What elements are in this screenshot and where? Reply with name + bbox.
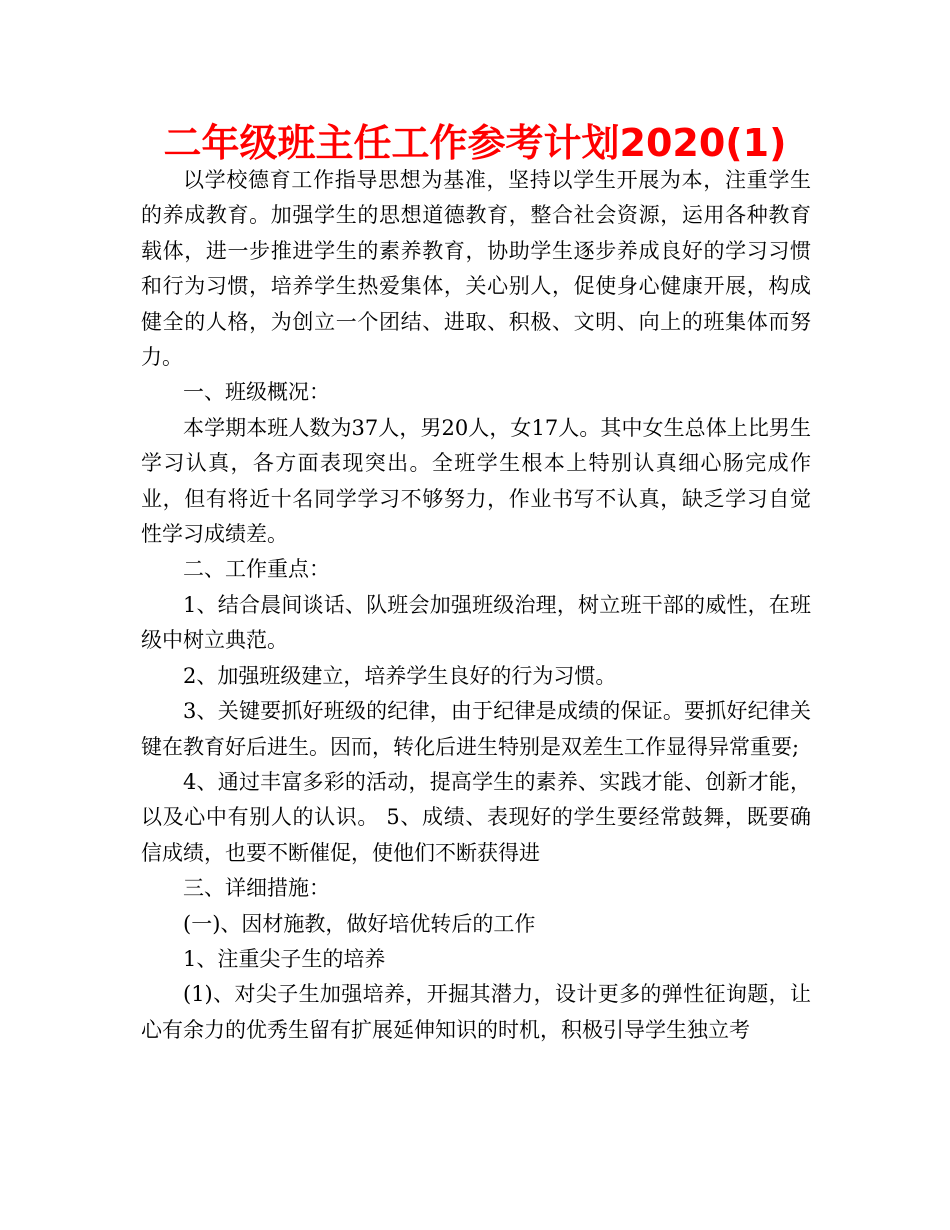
intro-paragraph: 以学校德育工作指导思想为基准，坚持以学生开展为本，注重学生的养成教育。加强学生的思想道德教育，整合社会资源，运用各种教育载体，进一步推进学生的素养教育，协助学生逐步养成良好的学习习惯和行为习惯，培养学生热爱集体，关心别人，促使身心健康开展，构成健全的人格，为创立一个团结、进取、积极、文明、向上的班集体而努力。 [141, 168, 811, 370]
section-heading-class-overview: 一、班级概况： [183, 380, 330, 405]
document-title: 二年级班主任工作参考计划2020(1) [163, 121, 787, 165]
work-focus-item-2: 2、加强班级建立，培养学生良好的行为习惯。 [183, 663, 617, 688]
work-focus-item-1: 1、结合晨间谈话、队班会加强班级治理，树立班干部的威性，在班级中树立典范。 [141, 592, 811, 653]
work-focus-item-4-5: 4、通过丰富多彩的活动，提高学生的素养、实践才能、创新才能，以及心中有别人的认识。 5、成绩、表现好的学生要经常鼓舞，既要确信成绩，也要不断催促，使他们不断获得进 [141, 769, 811, 865]
document-body [141, 163, 811, 1048]
section-heading-work-focus: 二、工作重点： [183, 557, 330, 582]
measures-item-1: 1、注重尖子生的培养 [183, 946, 386, 971]
measures-item-1-1: (1)、对尖子生加强培养，开掘其潜力，设计更多的弹性征询题，让心有余力的优秀生留有扩展延伸知识的时机，积极引导学生独立考 [141, 982, 811, 1042]
class-overview-paragraph: 本学期本班人数为37人，男20人，女17人。其中女生总体上比男生学习认真，各方面表现突出。全班学生根本上特别认真细心肠完成作业，但有将近十名同学学习不够努力，作业书写不认真，缺乏学习自觉性学习成绩差。 [141, 415, 811, 547]
work-focus-item-3: 3、关键要抓好班级的纪律，由于纪律是成绩的保证。要抓好纪律关键在教育好后进生。因而，转化后进生特别是双差生工作显得异常重要; [141, 699, 811, 759]
section-heading-measures: 三、详细措施： [183, 876, 330, 901]
measures-subheading-1: (一)、因材施教，做好培优转后的工作 [183, 911, 536, 936]
